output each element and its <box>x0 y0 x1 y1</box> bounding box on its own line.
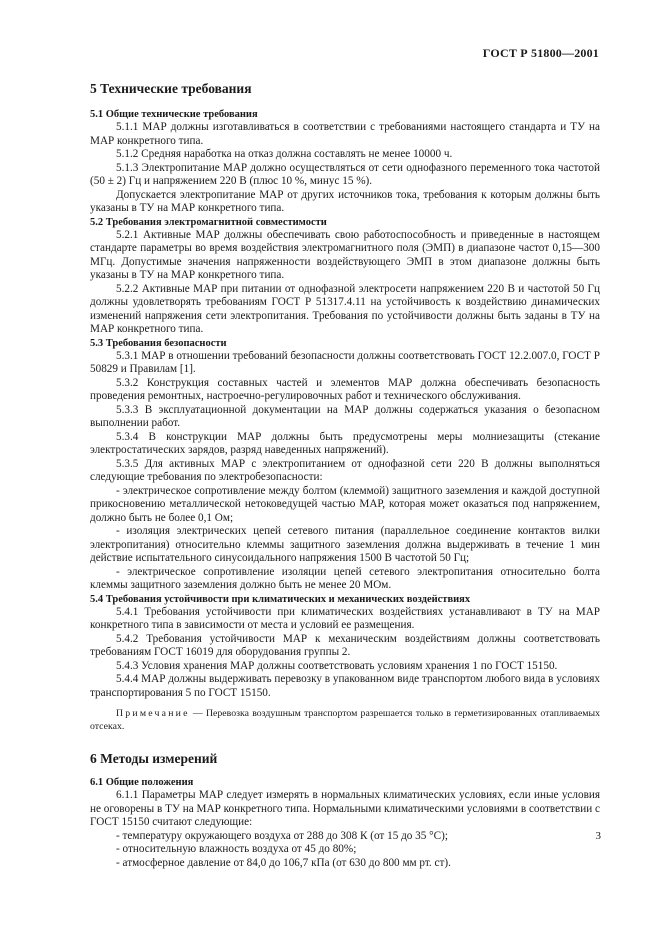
subsection-5-3-title: 5.3 Требования безопасности <box>90 337 227 349</box>
subsection-5-4-title: 5.4 Требования устойчивости при климатических и механических воздействиях <box>90 593 471 605</box>
list-item-text: электрическое сопротивление изоляции цепей сетевого электропитания относительно болта клеммы защитного заземления должно быть не менее 20 МОм. <box>90 565 600 591</box>
paragraph-5-1-2: 5.1.2 Средняя наработка на отказ должна составлять не менее 10000 ч. <box>116 148 453 160</box>
dash-marker: - <box>116 565 120 578</box>
document-code-header: ГОСТ Р 51800—2001 <box>482 46 599 60</box>
dash-marker: - <box>116 856 120 869</box>
dash-marker: - <box>116 484 120 497</box>
list-item-text: электрическое сопротивление между болтом (клеммой) защитного заземления и каждой доступной прикосновению металлической нетоковедущей частью МАР, которая может оказаться под напряжением, должно быть не более 0,1 Ом; <box>90 484 601 524</box>
section-5-title: 5 Технические требования <box>90 81 252 96</box>
paragraph-6-1-1: 6.1.1 Параметры МАР следует измерять в нормальных климатических условиях, если иные условия не оговорены в ТУ на МАР конкретного типа. Нормальными климатическими условиями в соответствии с ГОСТ 15150 считают следующие: <box>90 789 600 828</box>
dash-marker: - <box>116 843 120 855</box>
paragraph-5-3-4: 5.3.4 В конструкции МАР должны быть предусмотрены меры молниезащиты (стекание электростатических зарядов, разряд наведенных напряжений). <box>90 430 600 456</box>
list-item-text: относительную влажность воздуха от 45 до 80%; <box>122 843 357 855</box>
document-body <box>90 76 600 870</box>
list-item-6-1-1-b <box>90 843 600 857</box>
list-item-text: атмосферное давление от 84,0 до 106,7 кПа (от 630 до 800 мм рт. ст). <box>122 856 451 869</box>
paragraph-5-1-3: 5.1.3 Электропитание МАР должно осуществляться от сети однофазного переменного тока частотой (50 ± 2) Гц и напряжением 220 В (плюс 10 %, минус 15 %). <box>90 161 600 187</box>
list-item-text: температуру окружающего воздуха от 288 до 308 К (от 15 до 35 °С); <box>122 829 448 842</box>
paragraph-5-2-2: 5.2.2 Активные МАР при питании от однофазной электросети напряжением 220 В и частотой 50 Гц должны удовлетворять требованиям ГОСТ Р 51317.4.11 на устойчивость к воздействию динамических изменений напряжения сети электропитания. Требования по устойчивости должны быть заданы в ТУ на МАР конкретного типа. <box>90 282 600 335</box>
list-item-6-1-1-a <box>90 830 600 844</box>
paragraph-5-1-1: 5.1.1 МАР должны изготавливаться в соответствии с требованиями настоящего стандарта и ТУ на МАР конкретного типа. <box>90 121 600 147</box>
subsection-6-1-title: 6.1 Общие положения <box>90 777 194 788</box>
note-label: Примечание <box>116 708 190 719</box>
section-6-title: 6 Методы измерений <box>90 751 218 766</box>
paragraph-5-3-3: 5.3.3 В эксплуатационной документации на МАР должны содержаться указания о безопасном выполнении работ. <box>90 403 600 429</box>
list-item-5-3-5-a <box>90 485 600 526</box>
dash-marker: - <box>116 525 120 537</box>
paragraph-5-3-1: 5.3.1 МАР в отношении требований безопасности должны соответствовать ГОСТ 12.2.007.0, ГОСТ Р 50829 и Правилам [1]. <box>90 349 600 375</box>
paragraph-5-4-4: 5.4.4 МАР должны выдерживать перевозку в упакованном виде транспортом любого вида в условиях транспортирования 5 по ГОСТ 15150. <box>90 673 600 699</box>
transport-note <box>90 708 600 733</box>
paragraph-5-1-3-addendum: Допускается электропитание МАР от других источников тока, требования к которым должны быть указаны в ТУ на МАР конкретного типа. <box>90 188 600 214</box>
list-item-5-3-5-b <box>90 525 600 566</box>
page-number: 3 <box>595 830 601 842</box>
paragraph-5-4-3: 5.4.3 Условия хранения МАР должны соответствовать условиям хранения 1 по ГОСТ 15150. <box>116 659 558 672</box>
subsection-5-1-title: 5.1 Общие технические требования <box>90 109 258 120</box>
paragraph-5-3-5: 5.3.5 Для активных МАР с электропитанием от однофазной сети 220 В должны выполняться следующие требования по электробезопасности: <box>90 457 600 483</box>
paragraph-5-4-2: 5.4.2 Требования устойчивости МАР к механическим воздействиям должны соответствовать требованиям ГОСТ 16019 для оборудования группы 2. <box>90 632 600 658</box>
dash-marker: - <box>116 829 120 842</box>
list-item-6-1-1-c <box>90 857 600 871</box>
subsection-5-2-title: 5.2 Требования электромагнитной совместимости <box>90 216 327 228</box>
paragraph-5-2-1: 5.2.1 Активные МАР должны обеспечивать свою работоспособность и приведенные в настоящем стандарте параметры во время воздействия электромагнитного поля (ЭМП) в диапазоне частот 0,15—300 МГц. Допустимые значения напряженности воздействующего ЭМП в этом диапазоне должны быть указаны в ТУ на МАР конкретного типа. <box>90 228 600 281</box>
list-item-text: изоляция электрических цепей сетевого питания (параллельное соединение контактов вилки электропитания) относительно клеммы защитного заземления должна выдерживать в течение 1 мин действие испытательного синусоидального напряжения 1500 В частотой 50 Гц; <box>90 525 600 564</box>
list-item-5-3-5-c <box>90 566 600 593</box>
note-text: — Перевозка воздушным транспортом разрешается только в герметизированных отапливаемых отсеках. <box>90 708 600 732</box>
paragraph-5-3-2: 5.3.2 Конструкция составных частей и элементов МАР должна обеспечивать безопасность проведения ремонтных, настроечно-регулировочных работ и технического обслуживания. <box>90 376 600 402</box>
paragraph-5-4-1: 5.4.1 Требования устойчивости при климатических воздействиях устанавливают в ТУ на МАР конкретного типа в зависимости от места и условий ее размещения. <box>90 605 600 631</box>
